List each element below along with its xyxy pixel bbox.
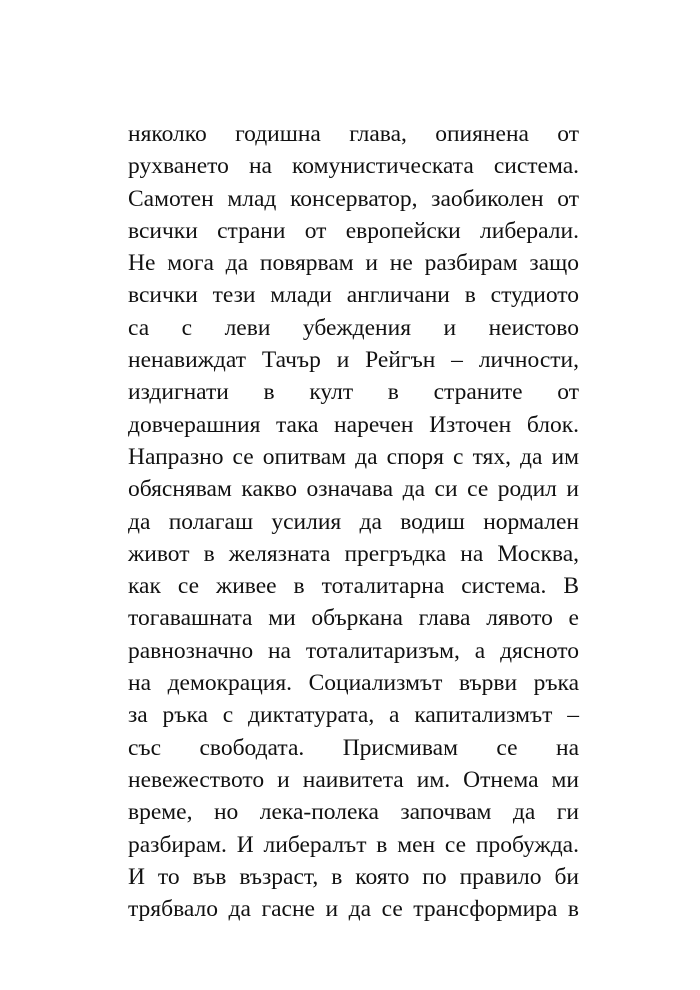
- text-line: време, но лека-полека започвам да ги: [128, 799, 579, 826]
- text-line: невежеството и наивитета им. Отнема ми: [128, 766, 579, 793]
- text-line: Напразно се опитвам да споря с тях, да им: [128, 443, 579, 470]
- text-line: разбирам. И либералът в мен се пробужда.: [128, 831, 579, 858]
- text-line: равнозначно на тоталитаризъм, а дясното: [128, 637, 579, 664]
- text-line: всички тези млади англичани в студиото: [128, 282, 579, 309]
- text-line: тогавашната ми объркана глава лявото е: [128, 605, 579, 632]
- text-line: ненавиждат Тачър и Рейгън – личности,: [128, 347, 579, 374]
- text-line: издигнати в култ в страните от: [128, 379, 579, 406]
- text-line: със свободата. Присмивам се на: [128, 734, 579, 761]
- text-line: всички страни от европейски либерали.: [128, 217, 579, 244]
- text-line: няколко годишна глава, опиянена от: [128, 121, 579, 147]
- text-line: рухването на комунистическата система.: [128, 153, 579, 180]
- text-line: живот в желязната прегръдка на Москва,: [128, 540, 579, 567]
- text-line: обяснявам какво означава да си се родил и: [128, 476, 579, 503]
- text-line: И то във възраст, в която по правило би: [128, 863, 579, 890]
- text-line: как се живее в тоталитарна система. В: [128, 573, 579, 600]
- body-text: [128, 118, 579, 925]
- text-line: довчерашния така наречен Източен блок.: [128, 411, 579, 438]
- text-line: за ръка с диктатурата, а капитализмът –: [128, 702, 579, 729]
- text-line: да полагаш усилия да водиш нормален: [128, 508, 579, 535]
- text-line: Самотен млад консерватор, заобиколен от: [128, 185, 579, 212]
- text-line: трябвало да гасне и да се трансформира в: [128, 896, 579, 923]
- text-line: са с леви убеждения и неистово: [128, 314, 579, 341]
- text-line: Не мога да повярвам и не разбирам защо: [128, 250, 579, 277]
- text-line: на демокрация. Социализмът върви ръка: [128, 670, 579, 697]
